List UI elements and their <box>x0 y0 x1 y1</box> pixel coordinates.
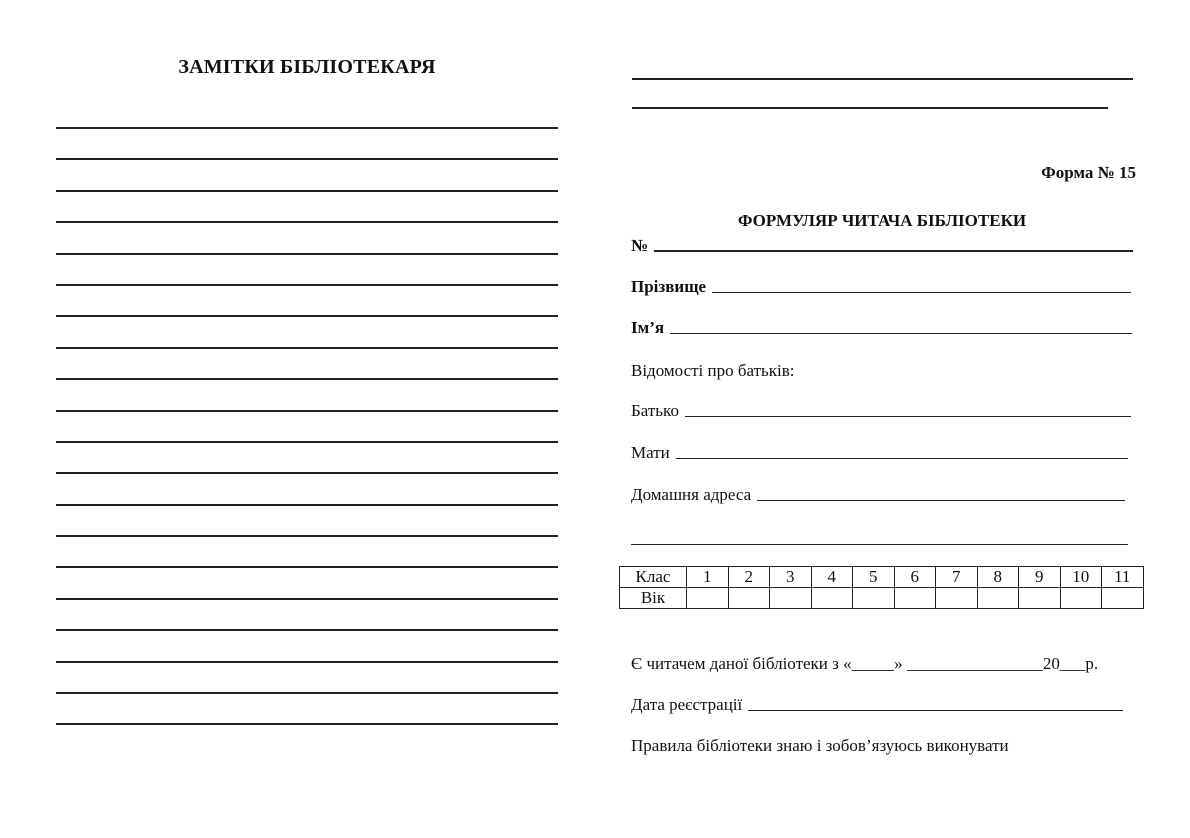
father-line[interactable] <box>685 416 1131 417</box>
card-number-field[interactable] <box>631 236 1133 256</box>
note-line[interactable] <box>56 566 558 597</box>
age-cell[interactable] <box>1019 588 1061 609</box>
note-line[interactable] <box>56 284 558 315</box>
note-line[interactable] <box>56 158 558 189</box>
age-cell[interactable] <box>1102 588 1144 609</box>
notes-title: ЗАМІТКИ БІБЛІОТЕКАРЯ <box>178 56 436 78</box>
blank-line[interactable] <box>632 78 1133 80</box>
reader-since-statement[interactable]: Є читачем даної бібліотеки з «_____» ________________20___р. <box>631 654 1099 673</box>
class-age-table <box>619 566 1144 609</box>
name-field[interactable] <box>631 318 1132 338</box>
reader-card-page <box>600 0 1190 838</box>
note-line[interactable] <box>56 441 558 472</box>
card-number-line[interactable] <box>654 250 1133 252</box>
age-cell[interactable] <box>770 588 812 609</box>
note-line[interactable] <box>56 410 558 441</box>
note-line[interactable] <box>56 127 558 158</box>
notes-lines <box>56 127 558 755</box>
surname-label: Прізвище <box>631 277 707 296</box>
card-title: ФОРМУЛЯР ЧИТАЧА БІБЛІОТЕКИ <box>737 211 1027 230</box>
age-cell[interactable] <box>853 588 895 609</box>
class-number-cell: 8 <box>977 567 1019 588</box>
age-cell[interactable] <box>1060 588 1102 609</box>
class-number-cell: 5 <box>853 567 895 588</box>
age-row <box>620 588 1144 609</box>
age-cell[interactable] <box>936 588 978 609</box>
father-label: Батько <box>631 401 679 420</box>
note-line[interactable] <box>56 598 558 629</box>
class-number-cell: 2 <box>728 567 770 588</box>
address-line[interactable] <box>757 500 1125 501</box>
registration-date-line[interactable] <box>748 710 1123 711</box>
note-line[interactable] <box>56 535 558 566</box>
form-number: Форма № 15 <box>1041 163 1136 182</box>
surname-field[interactable] <box>631 277 1131 297</box>
note-line[interactable] <box>56 504 558 535</box>
card-number-label: № <box>631 236 649 255</box>
class-row <box>620 567 1144 588</box>
note-line[interactable] <box>56 347 558 378</box>
age-cell[interactable] <box>728 588 770 609</box>
registration-date-label: Дата реєстрації <box>631 695 743 714</box>
father-field[interactable] <box>631 401 1131 421</box>
mother-line[interactable] <box>676 458 1128 459</box>
rules-statement: Правила бібліотеки знаю і зобов’язуюсь виконувати <box>631 736 1009 755</box>
address-field[interactable] <box>631 485 1125 505</box>
note-line[interactable] <box>56 723 558 754</box>
class-number-cell: 3 <box>770 567 812 588</box>
class-number-cell: 6 <box>894 567 936 588</box>
note-line[interactable] <box>56 253 558 284</box>
note-line[interactable] <box>56 661 558 692</box>
class-number-cell: 1 <box>687 567 729 588</box>
class-number-cell: 10 <box>1060 567 1102 588</box>
registration-date-field[interactable] <box>631 695 1123 715</box>
age-cell[interactable] <box>977 588 1019 609</box>
age-cell[interactable] <box>811 588 853 609</box>
note-line[interactable] <box>56 692 558 723</box>
note-line[interactable] <box>56 315 558 346</box>
note-line[interactable] <box>56 472 558 503</box>
blank-line[interactable] <box>632 107 1108 109</box>
surname-line[interactable] <box>712 292 1131 293</box>
mother-field[interactable] <box>631 443 1128 463</box>
note-line[interactable] <box>56 190 558 221</box>
class-number-cell: 11 <box>1102 567 1144 588</box>
age-cell[interactable] <box>687 588 729 609</box>
class-header: Клас <box>620 567 687 588</box>
age-cell[interactable] <box>894 588 936 609</box>
mother-label: Мати <box>631 443 670 462</box>
name-label: Ім’я <box>631 318 665 337</box>
age-header: Вік <box>620 588 687 609</box>
address-line-continued[interactable] <box>631 544 1128 545</box>
address-label: Домашня адреса <box>631 485 752 504</box>
name-line[interactable] <box>670 333 1132 334</box>
class-number-cell: 9 <box>1019 567 1061 588</box>
note-line[interactable] <box>56 378 558 409</box>
class-number-cell: 7 <box>936 567 978 588</box>
class-number-cell: 4 <box>811 567 853 588</box>
note-line[interactable] <box>56 629 558 660</box>
note-line[interactable] <box>56 221 558 252</box>
parents-info-label: Відомості про батьків: <box>631 361 795 380</box>
